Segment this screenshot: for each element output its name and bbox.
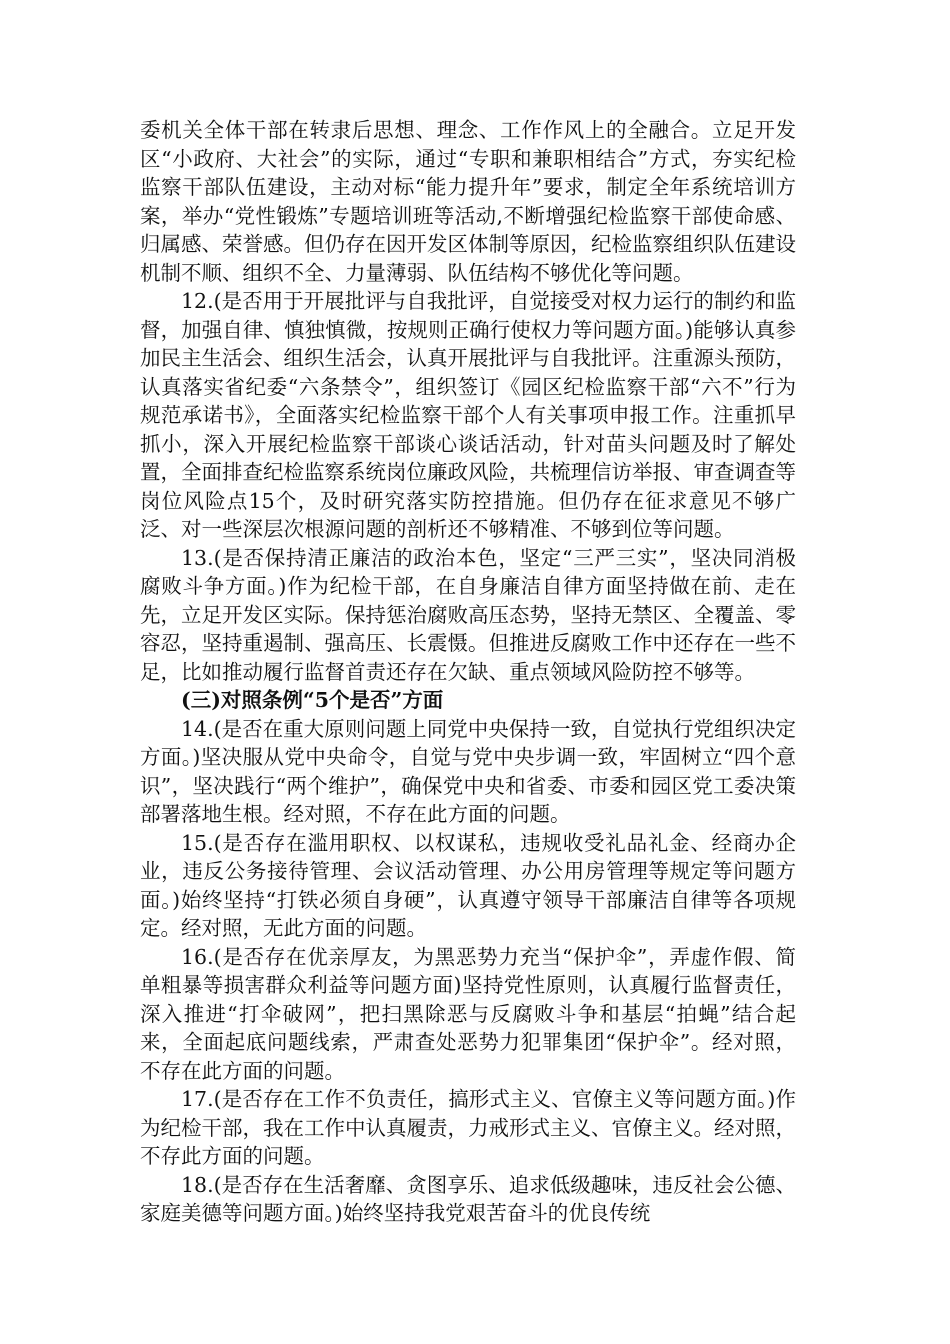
paragraph-item-18: 18.(是否存在生活奢靡、贪图享乐、追求低级趣味，违反社会公德、家庭美德等问题方面。)始终坚持我党艰苦奋斗的优良传统 [140, 1172, 796, 1225]
paragraph-item-17: 17.(是否存在工作不负责任，搞形式主义、官僚主义等问题方面。)作为纪检干部，我在工作中认真履责，力戒形式主义、官僚主义。经对照，不存此方面的问题。 [140, 1087, 796, 1168]
section-heading: (三)对照条例“5个是否”方面 [181, 688, 444, 712]
paragraph-item-14: 14.(是否在重大原则问题上同党中央保持一致，自觉执行党组织决定方面。)坚决服从党中央命令，自觉与党中央步调一致，牢固树立“四个意识”，坚决践行“两个维护”，确保党中央和省委、市委和园区党工委决策部署落地生根。经对照，不存在此方面的问题。 [140, 716, 796, 826]
paragraph-item-12: 12.(是否用于开展批评与自我批评，自觉接受对权力运行的制约和监督，加强自律、慎独慎微，按规则正确行使权力等问题方面。)能够认真参加民主生活会、组织生活会，认真开展批评与自我批评。注重源头预防，认真落实省纪委“六条禁令”，组织签订《园区纪检监察干部“六不”行为规范承诺书》，全面落实纪检监察干部个人有关事项申报工作。注重抓早抓小，深入开展纪检监察干部谈心谈话活动，针对苗头问题及时了解处置，全面排查纪检监察系统岗位廉政风险，共梳理信访举报、审查调查等岗位风险点15个，及时研究落实防控措施。但仍存在征求意见不够广泛、对一些深层次根源问题的剖析还不够精准、不够到位等问题。 [140, 289, 796, 541]
document-page [140, 116, 796, 1228]
paragraph-item-16: 16.(是否存在优亲厚友，为黑恶势力充当“保护伞”，弄虚作假、简单粗暴等损害群众利益等问题方面)坚持党性原则，认真履行监督责任，深入推进“打伞破网”，把扫黑除恶与反腐败斗争和基层“拍蝇”结合起来，全面起底问题线索，严肃查处恶势力犯罪集团“保护伞”。经对照，不存在此方面的问题。 [140, 944, 796, 1083]
paragraph-item-15: 15.(是否存在滥用职权、以权谋私，违规收受礼品礼金、经商办企业，违反公务接待管理、会议活动管理、办公用房管理等规定等问题方面。)始终坚持“打铁必须自身硬”，认真遵守领导干部廉洁自律等各项规定。经对照，无此方面的问题。 [140, 830, 796, 940]
paragraph-item-13: 13.(是否保持清正廉洁的政治本色，坚定“三严三实”，坚决同消极腐败斗争方面。)作为纪检干部，在自身廉洁自律方面坚持做在前、走在先，立足开发区实际。保持惩治腐败高压态势，坚持无禁区、全覆盖、零容忍，坚持重遏制、强高压、长震慑。但推进反腐败工作中还存在一些不足，比如推动履行监督首责还存在欠缺、重点领域风险防控不够等。 [140, 545, 796, 684]
paragraph-continued: 委机关全体干部在转隶后思想、理念、工作作风上的全融合。立足开发区“小政府、大社会”的实际，通过“专职和兼职相结合”方式，夯实纪检监察干部队伍建设，主动对标“能力提升年”要求，制定全年系统培训方案，举办“党性锻炼”专题培训班等活动,不断增强纪检监察干部使命感、归属感、荣誉感。但仍存在因开发区体制等原因，纪检监察组织队伍建设机制不顺、组织不全、力量薄弱、队伍结构不够优化等问题。 [140, 118, 796, 285]
